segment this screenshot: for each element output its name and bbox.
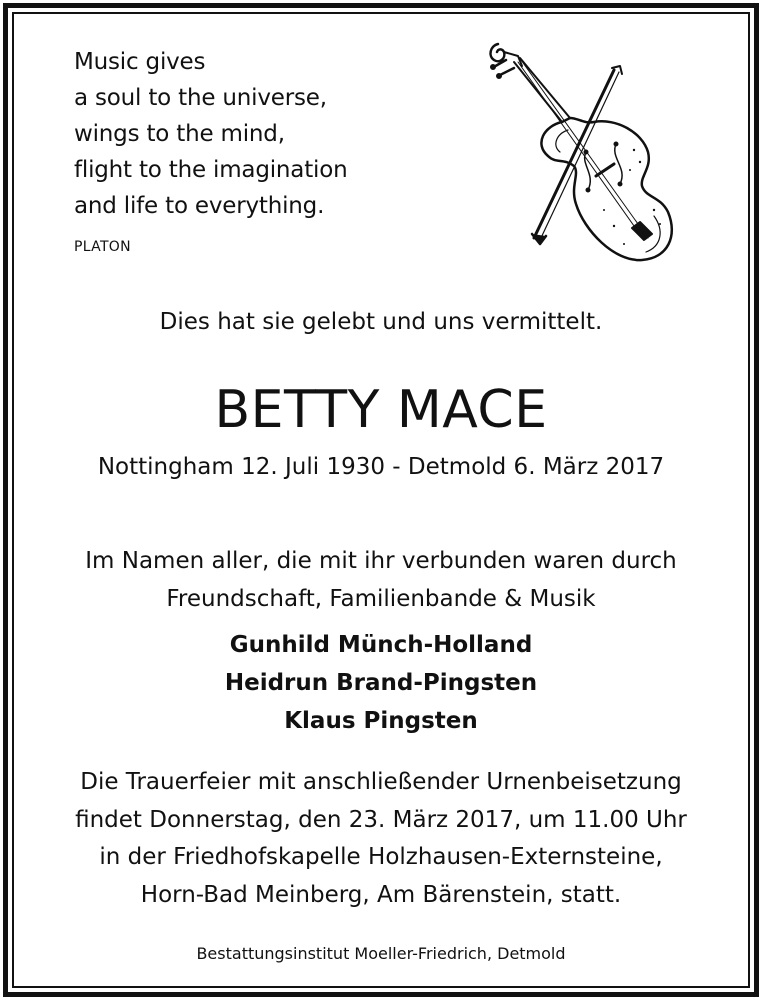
deceased-name: BETTY MACE	[214, 380, 548, 440]
service-line: findet Donnerstag, den 23. März 2017, um 11.00 Uhr	[75, 806, 687, 833]
quote-author: PLATON	[74, 239, 131, 255]
service-line: Die Trauerfeier mit anschließender Urnenbeisetzung	[80, 769, 682, 795]
life-dates: Nottingham 12. Juli 1930 - Detmold 6. März 2017	[97, 454, 665, 480]
quote-line: flight to the imagination	[74, 157, 348, 183]
quote-line: and life to everything.	[74, 193, 325, 219]
quote-line: wings to the mind,	[74, 121, 285, 147]
quote-line: a soul to the universe,	[74, 85, 327, 111]
violin-icon	[484, 40, 678, 266]
intro-line: Dies hat sie gelebt und uns vermittelt.	[159, 309, 603, 335]
behalf-line: Im Namen aller, die mit ihr verbunden waren durch	[85, 548, 677, 574]
mourner-name: Gunhild Münch-Holland	[229, 632, 533, 658]
behalf-line: Freundschaft, Familienbande & Musik	[166, 586, 596, 612]
mourners-list	[0, 626, 762, 740]
behalf-text	[0, 542, 762, 618]
quote-line: Music gives	[74, 49, 206, 75]
service-line: in der Friedhofskapelle Holzhausen-Externsteine,	[99, 844, 663, 870]
service-line: Horn-Bad Meinberg, Am Bärenstein, statt.	[140, 881, 622, 908]
mourner-name: Klaus Pingsten	[284, 708, 478, 734]
undertaker-credit: Bestattungsinstitut Moeller-Friedrich, Detmold	[196, 944, 566, 963]
quote-block	[74, 44, 347, 224]
mourner-name: Heidrun Brand-Pingsten	[224, 670, 538, 696]
service-info	[0, 764, 762, 914]
